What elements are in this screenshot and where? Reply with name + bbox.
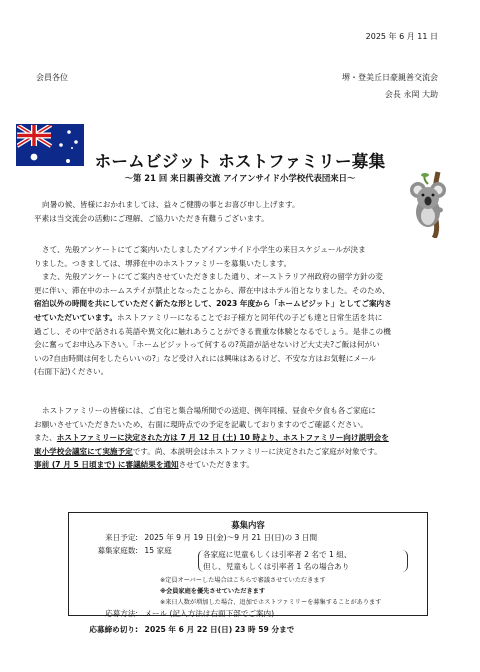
- method-row: [76, 608, 274, 619]
- recruitment-title: 募集内容: [231, 520, 265, 530]
- deadline-row: [76, 624, 294, 635]
- body1-line-1: さて、先般アンケートにてご案内いたしましたアイアンサイド小学生の来日スケジュールが決ま: [42, 245, 366, 254]
- families-label: 募集家庭数:: [97, 546, 138, 555]
- body1-line-6-bold: せていただいています。: [34, 312, 117, 322]
- body2-line-5: [34, 458, 454, 472]
- body1-line-6: [34, 311, 454, 325]
- body2-line-5-rest: させていただきます。: [178, 460, 254, 470]
- note-overcapacity: ※定員オーバーした場合はこちらで審議させていただきます: [160, 577, 326, 584]
- deadline-value: 2025 年 6 月 22 日(日) 23 時 59 分まで: [144, 625, 295, 634]
- body2-line-4-rest: です。尚、本説明会はホストファミリーに決定されたご家庭が対象です。: [132, 446, 382, 456]
- page-subtitle: ～第 21 回 来日親善交流 アイアンサイド小学校代表団来日～: [124, 173, 356, 183]
- page-title: ホームビジット ホストファミリー募集: [94, 152, 386, 171]
- arrival-value: 2025 年 9 月 19 日(金)～9 月 21 日(日)の 3 日間: [144, 533, 318, 542]
- method-value: メール (記入方法は右面下部でご案内): [144, 609, 275, 618]
- body2-line-3-lead: また、: [34, 433, 57, 443]
- body-paragraph-2: [34, 404, 454, 472]
- body1-line-2: りました。つきましては、堺滞在中のホストファミリーを募集いたします。: [34, 258, 292, 268]
- families-value: 15 家庭: [144, 546, 172, 555]
- body2-line-5-bold: 事前 (7 月 5 日頃まで) に審議結果を通知: [34, 460, 179, 470]
- note-member-priority: ※会員家庭を優先させていただきます: [160, 588, 266, 595]
- deadline-label: 応募締め切り:: [89, 625, 138, 634]
- body1-line-3: また、先般アンケートにてご案内させていただきました通り、オーストラリア州政府の留学方針の変: [42, 272, 383, 282]
- note-additional-recruit: ※来日人数が増加した場合、追加でホストファミリーを募集することがあります: [160, 599, 382, 606]
- document-date: 2025 年 6 月 11 日: [365, 32, 438, 41]
- body-paragraph-1: [34, 243, 454, 379]
- families-note-2: 但し、児童もしくは引率者 1 名の場合あり: [203, 562, 350, 571]
- body1-line-9: いの?自由時間は何をしたらいいの?」など受け入れには興味はあるけど、不安な方はお気軽にメール: [34, 353, 377, 363]
- arrival-label: 来日予定:: [105, 533, 138, 542]
- greeting-line-2: 平素は当交流会の活動にご理解、ご協力いただき有難うございます。: [34, 213, 269, 223]
- body1-line-5: 宿泊以外の時間を共にしていただく新たな形として、2023 年度から「ホームビジット」としてご案内さ: [34, 299, 392, 309]
- greeting-line-1: 向暑の候、皆様におかれましては、益々ご健勝の事とお喜び申し上げます。: [42, 200, 300, 209]
- body2-line-4: [34, 445, 454, 459]
- families-note-1: 各家庭に児童もしくは引率者 2 名で 1 組、: [203, 550, 352, 559]
- body2-line-1: ホストファミリーの皆様には、ご自宅と集合場所間での送迎、例年同様、昼食や夕食も各ご家庭に: [42, 406, 376, 415]
- body1-line-7: 過ごし、その中で話される英語や異文化に触れあうことができる貴重な体験となるでしょう。是非この機: [34, 326, 391, 336]
- greeting-block: [34, 198, 454, 225]
- body1-line-10: (右面下記)ください。: [34, 367, 109, 377]
- body2-line-3-bold: ホストファミリーに決定された方は 7 月 12 日 (土) 10 時より、ホストファミリー向け説明会を: [56, 433, 389, 443]
- organization-name: 堺・登美丘日豪親善交流会: [342, 73, 438, 82]
- arrival-row: [76, 532, 317, 543]
- body2-line-3: [34, 431, 454, 445]
- families-row: [76, 545, 172, 556]
- method-label: 応募方法:: [105, 609, 138, 618]
- body2-line-2: お願いさせていただきたいため、右面に現時点での予定を記載しておりますのでご確認ください。: [34, 419, 368, 429]
- body2-line-4-bold: 東小学校会議室にて実施予定: [34, 446, 133, 456]
- president-name: 会長 永岡 大助: [384, 90, 438, 99]
- body1-line-8: 会に奮ってお申込み下さい。「ホームビジットって何するの?英語が話せないけど大丈夫?ご飯は何がい: [34, 340, 380, 350]
- body1-line-6-rest: ホストファミリーになることでお子様方と同年代の子ども達と日常生活を共に: [116, 312, 383, 322]
- recipient-line: 会員各位: [36, 73, 68, 82]
- body1-line-4: 更に伴い、滞在中のホームステイが禁止となったことから、滞在中はホテル泊となりました。そのため、: [34, 285, 390, 295]
